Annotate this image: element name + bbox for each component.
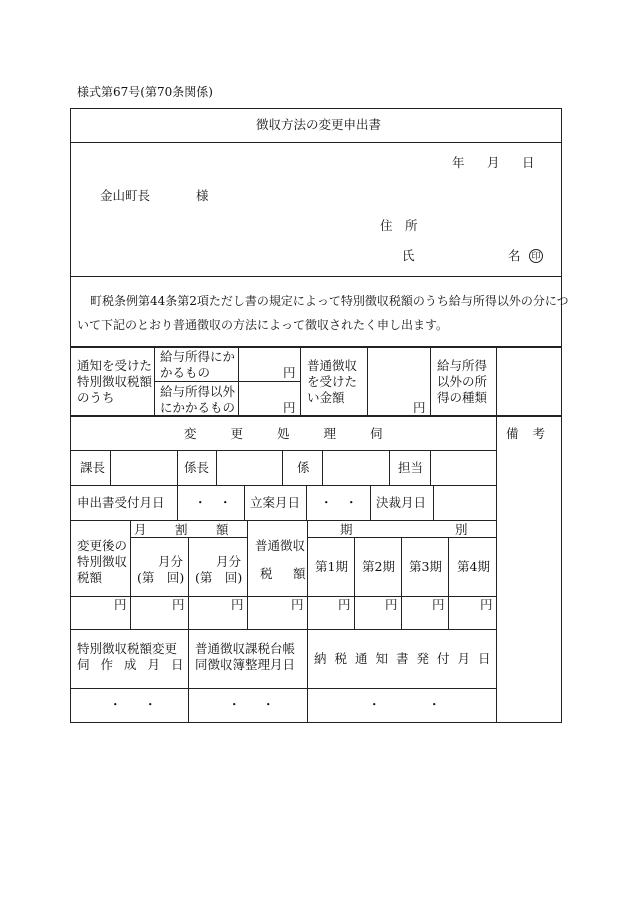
notice-label-3: のうち: [77, 390, 115, 405]
divider: [70, 629, 497, 630]
salary-yen: 円: [283, 365, 296, 380]
kakaricho-label: 係長: [184, 460, 210, 475]
divider: [322, 451, 323, 485]
kakari-label: 係: [297, 460, 310, 475]
period-1: 第1期: [315, 559, 348, 574]
footer-col2-line1: 普通徴収課税台帳: [195, 641, 296, 656]
period-label: 期: [340, 522, 353, 537]
footer-col3: 納税通知書発付月日: [314, 651, 499, 666]
dot: ・: [144, 697, 157, 712]
divider: [130, 537, 247, 538]
notice-label-2: 特別徴収税額: [77, 374, 153, 389]
ordinary-tax-label-1: 普通徴収: [255, 538, 306, 553]
salary-label-1: 給与所得にか: [160, 349, 236, 364]
processing-header: 変更処理伺: [184, 426, 417, 441]
remarks-label: 備考: [506, 426, 560, 441]
yen-2: 円: [172, 597, 185, 612]
other-type-label-3: 得の種類: [437, 390, 488, 405]
separate-label: 別: [455, 522, 468, 537]
divider: [188, 630, 189, 723]
other-type-label-1: 給与所得: [437, 358, 488, 373]
period-3: 第3期: [409, 559, 442, 574]
notice-label-1: 通知を受けた: [77, 358, 153, 373]
ordinary-yen: 円: [413, 400, 426, 415]
month-part-2: 月分: [216, 554, 242, 569]
yen-3: 円: [231, 597, 244, 612]
divider: [154, 381, 300, 382]
divider: [70, 688, 497, 689]
month-label: 月: [487, 155, 500, 170]
divider: [367, 347, 368, 416]
salary-label-2: かるもの: [160, 365, 211, 380]
divider: [370, 486, 371, 520]
ordinary-tax-label-2: 税 額: [260, 566, 310, 581]
yen-4: 円: [291, 597, 304, 612]
divider: [354, 537, 355, 629]
receipt-date-label: 申出書受付月日: [77, 495, 165, 510]
other-yen: 円: [283, 400, 296, 415]
dot: ・: [428, 697, 441, 712]
day-label: 日: [522, 155, 535, 170]
divider: [430, 347, 431, 416]
dot: ・: [368, 697, 381, 712]
divider: [389, 451, 390, 485]
dot: ・: [109, 697, 122, 712]
statement-line-1: 町税条例第44条第2項ただし書の規定によって特別徴収税額のうち給与所得以外の分につ: [90, 294, 569, 308]
year-label: 年: [452, 155, 465, 170]
changed-label-3: 税額: [77, 570, 103, 585]
addressee-honorific: 様: [196, 188, 209, 203]
divider: [307, 537, 497, 538]
receipt-date-dots: ・ ・: [194, 495, 232, 510]
ordinary-label-2: を受けた: [307, 374, 358, 389]
changed-label-2: 特別徴収: [77, 554, 128, 569]
divider: [282, 451, 283, 485]
divider: [244, 486, 245, 520]
tanto-label: 担当: [398, 460, 424, 475]
period-4: 第4期: [457, 559, 490, 574]
statement-divider: [70, 276, 562, 277]
installment-1: (第 回): [137, 570, 185, 585]
divider: [177, 451, 178, 485]
divider: [70, 520, 497, 521]
name-label-1: 氏: [402, 248, 415, 263]
seal-icon: 印: [529, 249, 543, 263]
title-divider: [70, 142, 562, 143]
divider: [188, 537, 189, 629]
divider: [307, 630, 308, 723]
month-part-1: 月分: [158, 554, 184, 569]
divider: [496, 347, 497, 416]
yen-1: 円: [114, 597, 127, 612]
draft-date-dots: ・ ・: [320, 495, 358, 510]
kacho-label: 課長: [80, 460, 106, 475]
dot: ・: [262, 697, 275, 712]
divider: [306, 486, 307, 520]
form-title: 徴収方法の変更申出書: [256, 117, 382, 132]
installment-2: (第 回): [195, 570, 243, 585]
address-label: 住 所: [380, 218, 418, 233]
divider: [247, 521, 248, 629]
dot: ・: [228, 697, 241, 712]
yen-8: 円: [480, 597, 493, 612]
application-box: [70, 108, 562, 348]
remarks-divider: [496, 416, 497, 723]
divider: [177, 486, 178, 520]
footer-col1-line1: 特別徴収税額変更: [77, 641, 178, 656]
divider: [433, 486, 434, 520]
other-label-1: 給与所得以外: [160, 384, 236, 399]
period-2: 第2期: [362, 559, 395, 574]
yen-6: 円: [385, 597, 398, 612]
footer-col1-line2: 伺作成月日: [77, 657, 195, 672]
addressee-name: 金山町長: [100, 188, 151, 203]
divider: [70, 450, 497, 451]
other-type-label-2: 以外の所: [437, 374, 488, 389]
footer-col2-line2: 同徴収簿整理月日: [195, 657, 296, 672]
monthly-label: 月 割 額: [134, 522, 237, 537]
yen-5: 円: [338, 597, 351, 612]
divider: [110, 451, 111, 485]
name-label-2: 名: [508, 248, 521, 263]
ordinary-label-3: い金額: [307, 390, 345, 405]
divider: [448, 537, 449, 629]
decision-date-label: 決裁月日: [376, 495, 427, 510]
changed-label-1: 変更後の: [77, 538, 128, 553]
divider: [300, 347, 301, 416]
draft-date-label: 立案月日: [250, 495, 301, 510]
other-label-2: にかかるもの: [160, 400, 236, 415]
divider: [216, 451, 217, 485]
yen-7: 円: [432, 597, 445, 612]
divider: [430, 451, 431, 485]
ordinary-label-1: 普通徴収: [307, 358, 358, 373]
divider: [70, 415, 562, 417]
statement-line-2: いて下記のとおり普通徴収の方法によって徴収されたく申し出ます。: [77, 318, 449, 332]
form-number: 様式第67号(第70条関係): [77, 85, 213, 99]
divider: [401, 537, 402, 629]
